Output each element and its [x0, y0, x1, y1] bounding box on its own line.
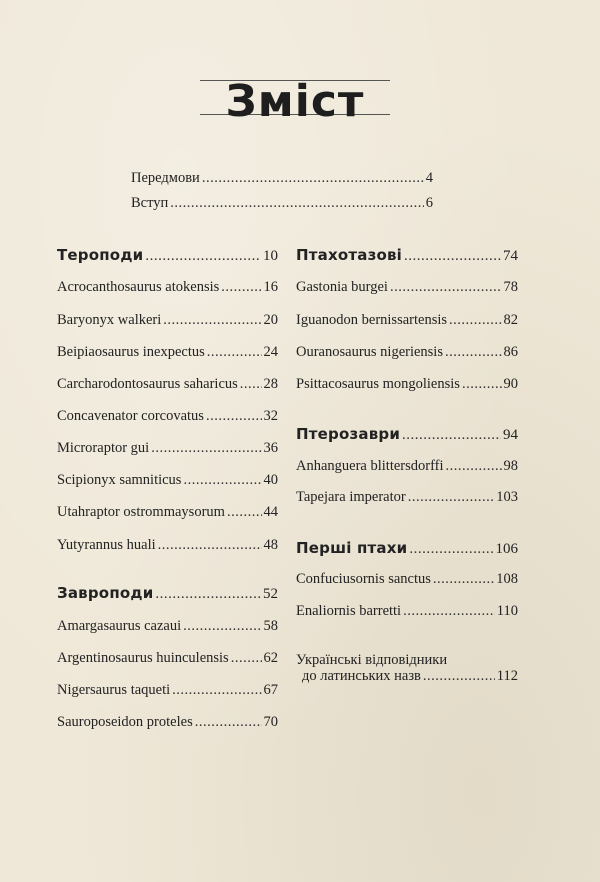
- toc-entry-label: Tapejara imperator: [296, 489, 406, 505]
- toc-section-sauropods[interactable]: [57, 584, 278, 603]
- toc-entry-page: 58: [263, 618, 278, 634]
- toc-entry-foreword[interactable]: [131, 170, 433, 187]
- page-title: Зміст: [225, 76, 365, 127]
- toc-entry-page: 110: [496, 603, 518, 619]
- toc-entry-page: 70: [263, 714, 278, 730]
- toc-entry[interactable]: [57, 408, 278, 425]
- toc-entry-label: Beipiaosaurus inexpectus: [57, 344, 205, 360]
- leader-dots: [221, 279, 261, 296]
- leader-dots: [449, 312, 501, 329]
- toc-entry-label: Carcharodontosaurus saharicus: [57, 376, 238, 392]
- toc-entry-page: 98: [503, 458, 518, 474]
- toc-entry-label: Psittacosaurus mongoliensis: [296, 376, 460, 392]
- toc-entry[interactable]: [296, 344, 518, 361]
- toc-entry-page: 90: [503, 376, 518, 392]
- toc-entry-page: 48: [263, 537, 278, 553]
- section-page: 94: [503, 427, 518, 443]
- section-heading: Тероподи: [57, 246, 144, 264]
- toc-entry-label: Microraptor gui: [57, 440, 150, 456]
- toc-entry-page: 4: [425, 170, 433, 186]
- toc-entry-page: 28: [263, 376, 278, 392]
- toc-entry-label: Iguanodon bernissartensis: [296, 312, 448, 328]
- section-heading: Перші птахи: [296, 539, 408, 557]
- toc-entry-label: до латинських назв: [302, 668, 421, 684]
- toc-entry-label: Scipionyx samniticus: [57, 472, 182, 488]
- leader-dots: [172, 682, 261, 699]
- leader-dots: [151, 440, 261, 457]
- leader-dots: [231, 650, 262, 667]
- section-page: 52: [263, 586, 278, 602]
- toc-entry-page: 62: [263, 650, 278, 666]
- leader-dots: [206, 408, 262, 425]
- toc-entry-label: Nigersaurus taqueti: [57, 682, 171, 698]
- toc-entry-appendix[interactable]: [302, 668, 518, 685]
- toc-entry-label: Concavenator corcovatus: [57, 408, 204, 424]
- leader-dots: [170, 195, 423, 212]
- leader-dots: [227, 504, 262, 521]
- toc-entry-page: 82: [503, 312, 518, 328]
- toc-entry[interactable]: [296, 571, 518, 588]
- toc-section-ornithischians[interactable]: [296, 246, 518, 265]
- section-page: 106: [495, 541, 518, 557]
- toc-entry-page: 16: [263, 279, 278, 295]
- toc-entry[interactable]: [57, 440, 278, 457]
- toc-entry-label: Sauroposeidon proteles: [57, 714, 193, 730]
- toc-section-pterosaurs[interactable]: [296, 425, 518, 444]
- toc-section-first-birds[interactable]: [296, 539, 518, 558]
- leader-dots: [446, 458, 502, 475]
- toc-entry-label: Yutyrannus huali: [57, 537, 156, 553]
- leader-dots: [462, 376, 502, 393]
- leader-dots: [158, 537, 262, 554]
- toc-entry-page: 112: [496, 668, 518, 684]
- leader-dots: [403, 603, 495, 620]
- leader-dots: [202, 170, 424, 187]
- toc-entry-label: Вступ: [131, 195, 169, 211]
- leader-dots: [423, 668, 495, 685]
- leader-dots: [402, 427, 501, 444]
- leader-dots: [404, 248, 501, 265]
- toc-section-theropods[interactable]: [57, 246, 278, 265]
- toc-entry[interactable]: [57, 504, 278, 521]
- toc-entry[interactable]: [57, 537, 278, 554]
- section-page: 74: [503, 248, 518, 264]
- leader-dots: [183, 472, 261, 489]
- toc-entry-label: Utahraptor ostrommaysorum: [57, 504, 225, 520]
- toc-entry[interactable]: [57, 714, 278, 731]
- toc-entry-page: 20: [263, 312, 278, 328]
- toc-entry[interactable]: [57, 618, 278, 635]
- leader-dots: [183, 618, 261, 635]
- toc-appendix-line1: Українські відповідники: [296, 652, 448, 668]
- toc-entry-label: Anhanguera blittersdorffi: [296, 458, 444, 474]
- section-heading: Завроподи: [57, 584, 154, 602]
- toc-entry[interactable]: [57, 312, 278, 329]
- leader-dots: [145, 248, 261, 265]
- leader-dots: [408, 489, 495, 506]
- toc-entry-introduction[interactable]: [131, 195, 433, 212]
- toc-entry-label: Argentinosaurus huinculensis: [57, 650, 229, 666]
- toc-entry-label: Enaliornis barretti: [296, 603, 402, 619]
- toc-entry-page: 40: [263, 472, 278, 488]
- leader-dots: [163, 312, 261, 329]
- toc-entry-page: 108: [496, 571, 518, 587]
- toc-entry-page: 6: [425, 195, 433, 211]
- toc-entry-label: Baryonyx walkeri: [57, 312, 162, 328]
- toc-entry[interactable]: [57, 344, 278, 361]
- toc-entry[interactable]: [296, 603, 518, 620]
- toc-entry-page: 32: [263, 408, 278, 424]
- page-title-block: [200, 74, 390, 130]
- toc-entry-page: 86: [503, 344, 518, 360]
- toc-entry[interactable]: [57, 682, 278, 699]
- toc-entry-page: 24: [263, 344, 278, 360]
- toc-entry[interactable]: [296, 489, 518, 506]
- leader-dots: [195, 714, 262, 731]
- toc-entry-page: 36: [263, 440, 278, 456]
- toc-entry[interactable]: [57, 376, 278, 393]
- toc-entry[interactable]: [296, 376, 518, 393]
- toc-entry[interactable]: [296, 279, 518, 296]
- toc-entry[interactable]: [57, 472, 278, 489]
- toc-entry[interactable]: [57, 650, 278, 667]
- toc-entry-page: 44: [263, 504, 278, 520]
- toc-entry[interactable]: [296, 312, 518, 329]
- toc-entry-page: 103: [496, 489, 518, 505]
- leader-dots: [390, 279, 502, 296]
- leader-dots: [409, 541, 493, 558]
- toc-entry[interactable]: [296, 458, 518, 475]
- toc-entry[interactable]: [57, 279, 278, 296]
- toc-entry-label: Ouranosaurus nigeriensis: [296, 344, 443, 360]
- leader-dots: [240, 376, 262, 393]
- section-page: 10: [263, 248, 278, 264]
- section-heading: Птерозаври: [296, 425, 401, 443]
- leader-dots: [207, 344, 262, 361]
- toc-entry-label: Передмови: [131, 170, 200, 186]
- toc-entry-label: Confuciusornis sanctus: [296, 571, 431, 587]
- leader-dots: [433, 571, 494, 588]
- toc-entry-label: Gastonia burgei: [296, 279, 388, 295]
- leader-dots: [445, 344, 502, 361]
- toc-entry-page: 67: [263, 682, 278, 698]
- toc-entry-page: 78: [503, 279, 518, 295]
- leader-dots: [155, 586, 261, 603]
- toc-entry-label: Amargasaurus cazaui: [57, 618, 182, 634]
- toc-entry-label: Acrocanthosaurus atokensis: [57, 279, 220, 295]
- section-heading: Птахотазові: [296, 246, 403, 264]
